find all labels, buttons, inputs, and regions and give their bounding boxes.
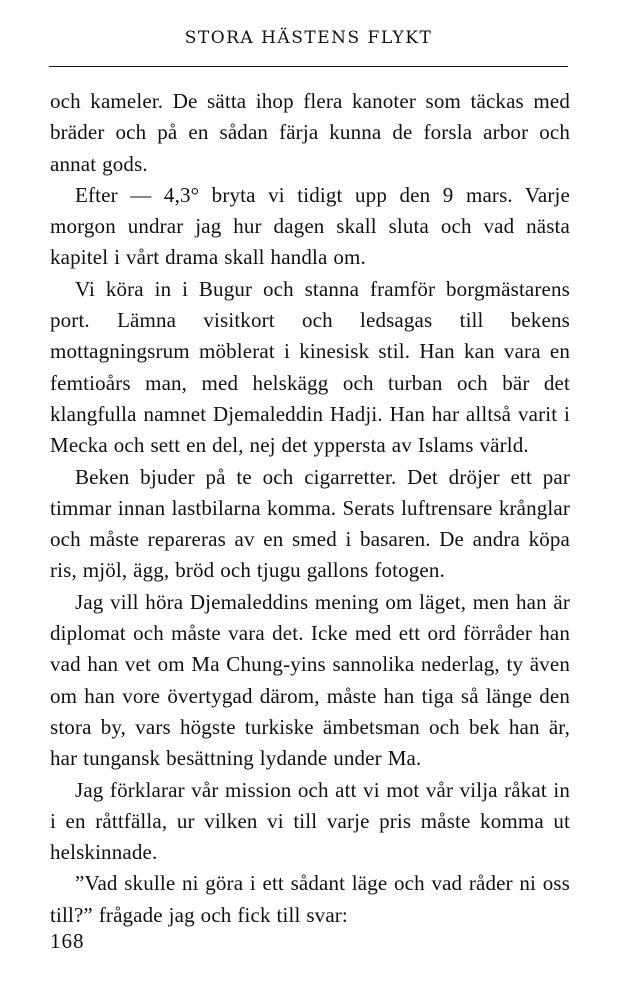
header-rule xyxy=(49,66,568,67)
paragraph-3: Vi köra in i Bugur och stanna framför borgmästarens port. Lämna visitkort och ledsagas till bekens mottagningsrum möblerat i kinesisk stil. Han kan vara en femtioårs man, med helskägg och turban och bär det klangfulla namnet Djemaleddin Hadji. Han har alltså varit i Mecka och sett en del, nej det yppersta av Islams värld. xyxy=(50,276,570,458)
paragraph-2: Efter — 4,3° bryta vi tidigt upp den 9 mars. Varje morgon undrar jag hur dagen skall sluta och vad nästa kapitel i vårt drama skall handla om. xyxy=(50,182,570,270)
paragraph-4: Beken bjuder på te och cigarretter. Det dröjer ett par timmar innan lastbilarna komma. Serats luftrensare krånglar och måste repareras av en smed i basaren. De andra köpa ris, mjöl, ägg, bröd och tjugu gallons fotogen. xyxy=(50,464,570,583)
body-text xyxy=(50,86,570,931)
paragraph-5: Jag vill höra Djemaleddins mening om läget, men han är diplomat och måste vara det. Icke med ett ord förråder han vad han vet om Ma Chung-yins sannolika nederlag, ty även om han vore övertygad därom, måste han tiga så länge den stora by, vars högste turkiske ämbetsman och bek han är, har tungansk besättning lydande under Ma. xyxy=(50,589,570,771)
running-header: STORA HÄSTENS FLYKT xyxy=(184,28,433,48)
page-number: 168 xyxy=(50,929,85,953)
paragraph-6: Jag förklarar vår mission och att vi mot vår vilja råkat in i en råttfälla, ur vilken vi till varje pris måste komma ut helskinnade. xyxy=(50,777,570,865)
paragraph-7: ”Vad skulle ni göra i ett sådant läge och vad råder ni oss till?” frågade jag och fick till svar: xyxy=(50,871,570,927)
paragraph-1: och kameler. De sätta ihop flera kanoter som täckas med bräder och på en sådan färja kunna de forsla arbor och annat gods. xyxy=(50,89,570,176)
